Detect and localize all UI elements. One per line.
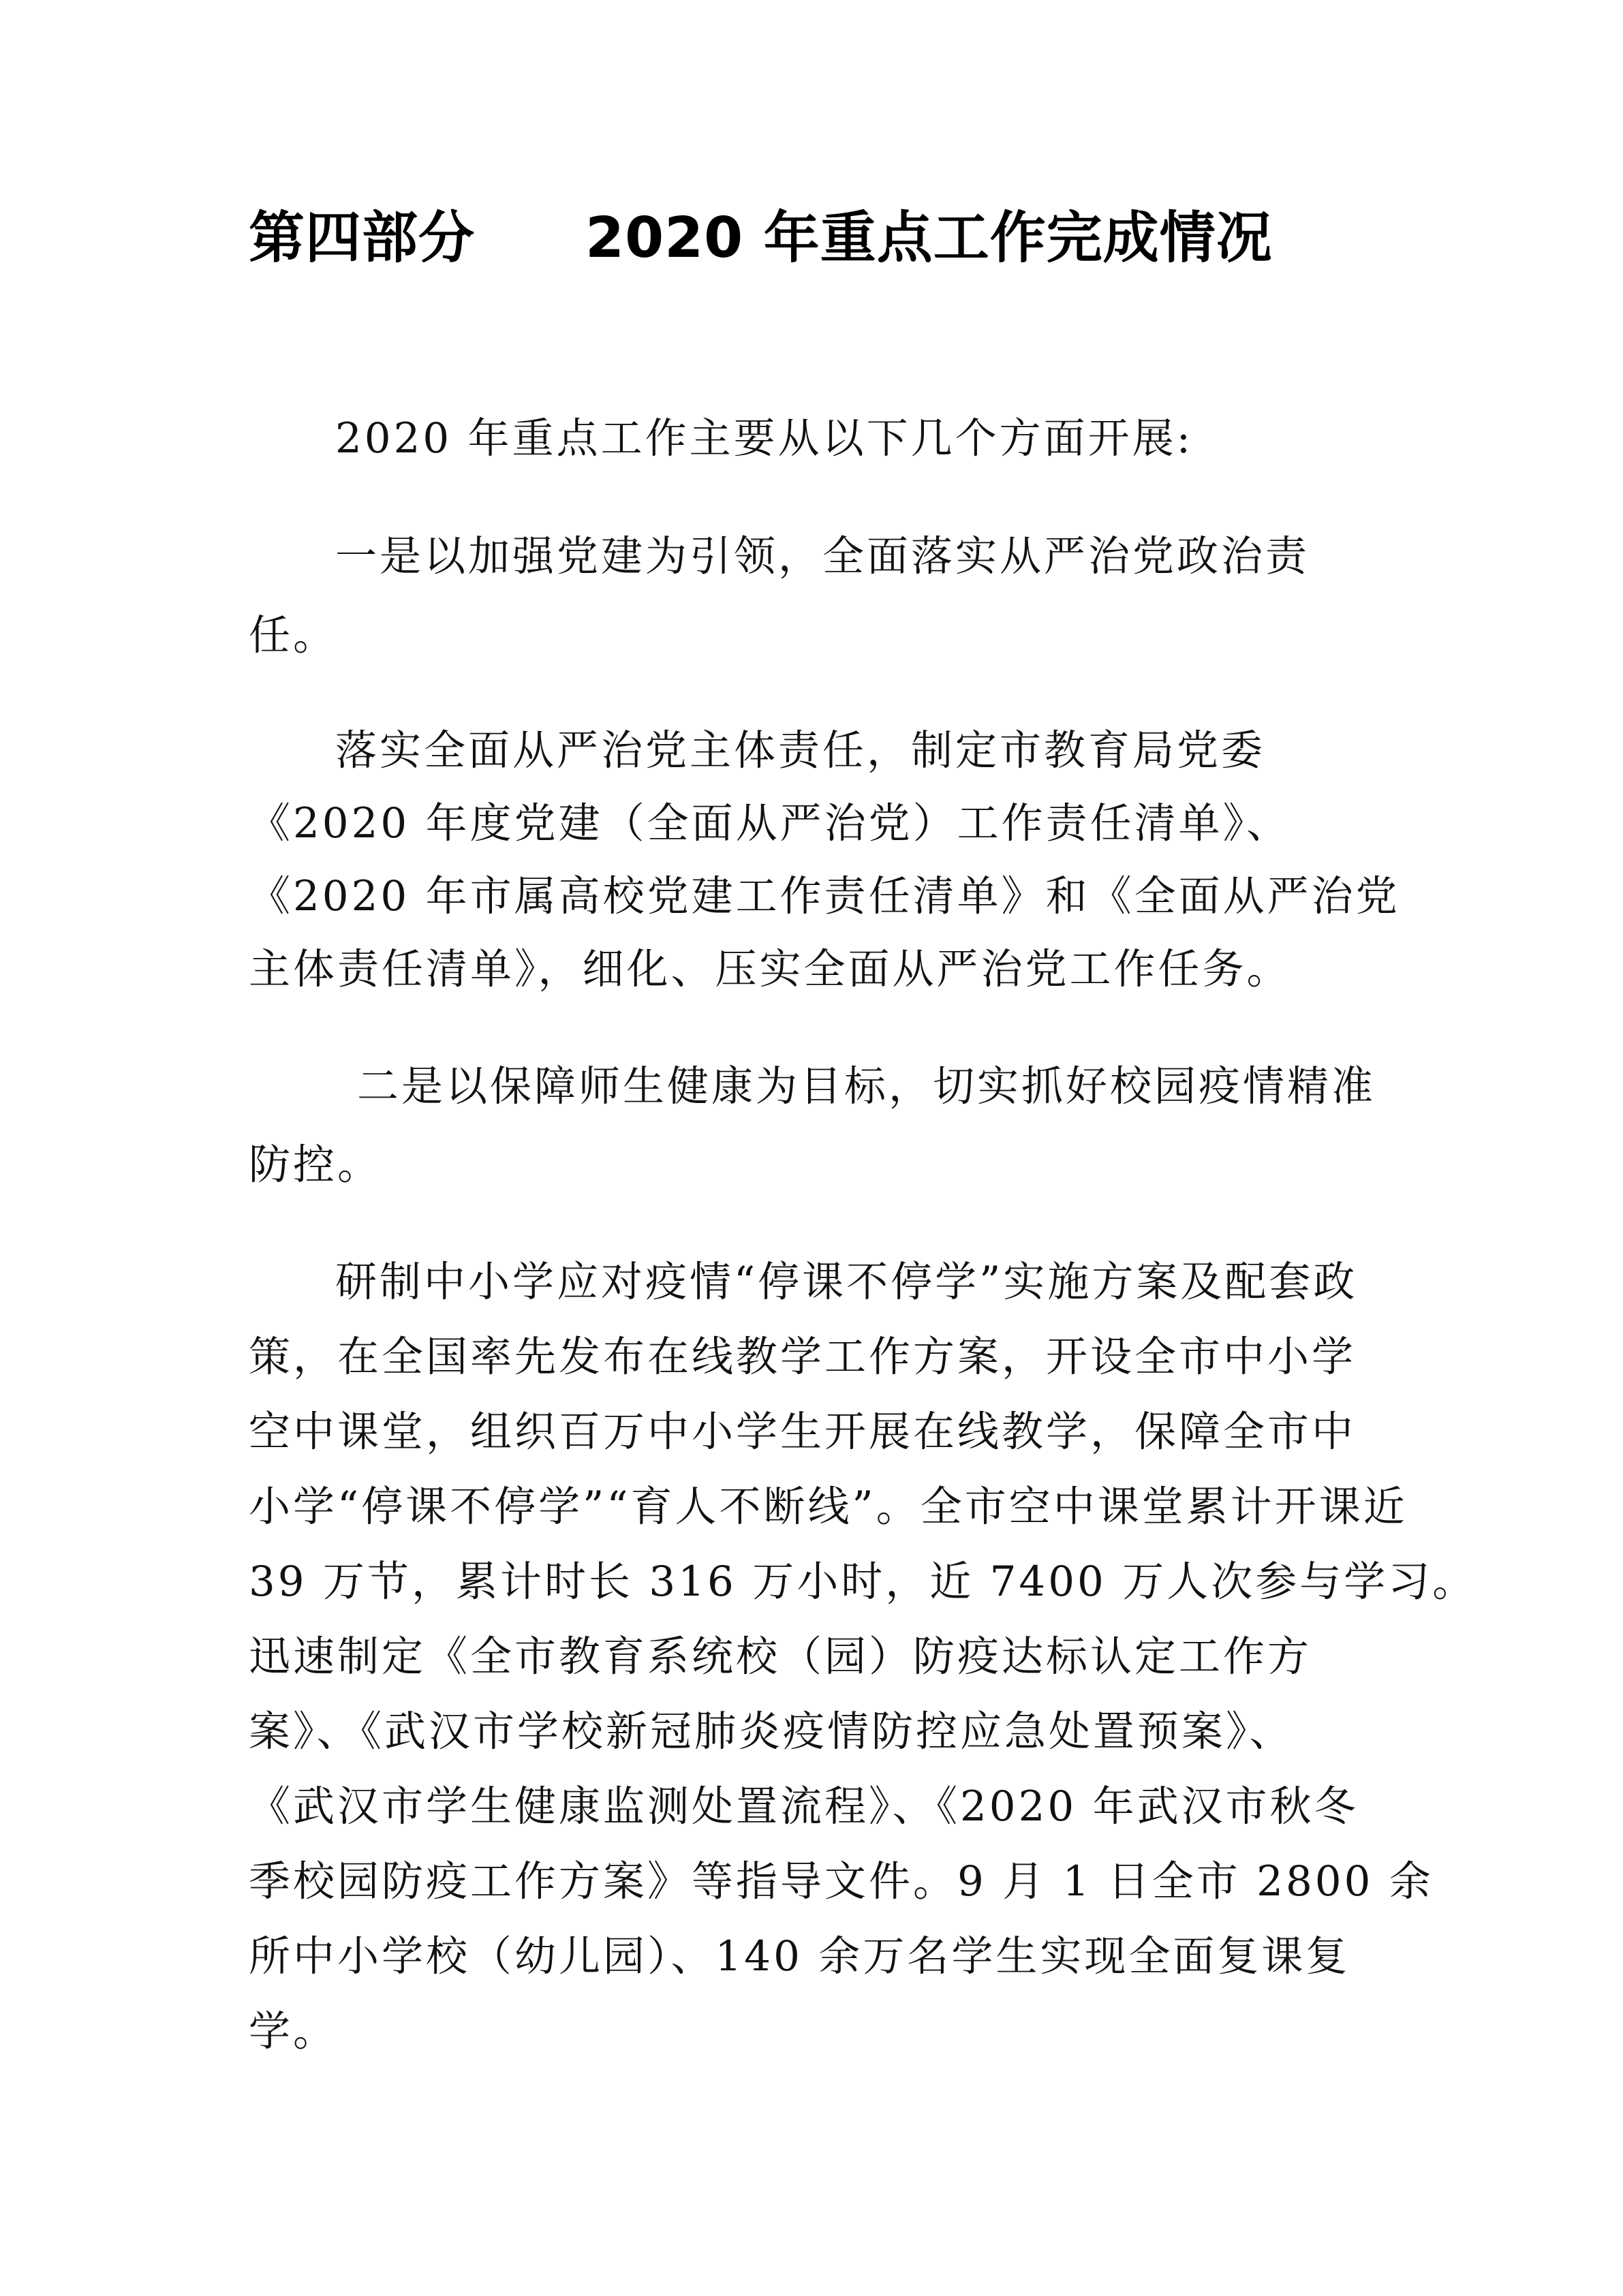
section-heading [249, 198, 1273, 279]
body-line: 研制中小学应对疫情“停课不停学”实施方案及配套政 [335, 1258, 1358, 1306]
body-line: 学。 [249, 2007, 338, 2055]
section-part-label: 第四部分 [249, 206, 476, 270]
body-line: 案》、《武汉市学校新冠肺炎疫情防控应急处置预案》、 [249, 1707, 1294, 1756]
body-line: 落实全面从严治党主体责任，制定市教育局党委 [335, 726, 1266, 775]
body-line: 所中小学校（幼儿园）、140 余万名学生实现全面复课复 [249, 1932, 1350, 1981]
body-line: 迅速制定《全市教育系统校（园）防疫达标认定工作方 [249, 1632, 1312, 1681]
body-line: 《2020 年市属高校党建工作责任清单》和《全面从严治党 [249, 872, 1400, 920]
body-line: 一是以加强党建为引领，全面落实从严治党政治责 [335, 532, 1310, 580]
body-line: 主体责任清单》，细化、压实全面从严治党工作任务。 [249, 945, 1291, 993]
section-title: 2020 年重点工作完成情况 [585, 206, 1273, 270]
body-line: 二是以保障师生健康为目标，切实抓好校园疫情精准 [357, 1062, 1376, 1111]
body-line: 2020 年重点工作主要从以下几个方面开展: [335, 414, 1194, 463]
body-line: 任。 [249, 611, 338, 660]
body-line: 《武汉市学生健康监测处置流程》、《2020 年武汉市秋冬 [249, 1782, 1359, 1831]
body-line: 《2020 年度党建（全面从严治党）工作责任清单》、 [249, 799, 1291, 848]
body-line: 空中课堂，组织百万中小学生开展在线教学，保障全市中 [249, 1408, 1357, 1456]
body-line: 39 万节，累计时长 316 万小时，近 7400 万人次参与学习。 [249, 1557, 1477, 1606]
body-line: 策，在全国率先发布在线教学工作方案，开设全市中小学 [249, 1333, 1357, 1381]
body-line: 防控。 [249, 1141, 382, 1189]
body-line: 小学“停课不停学”“育人不断线”。全市空中课堂累计开课近 [249, 1483, 1408, 1531]
body-line: 季校园防疫工作方案》等指导文件。9 月 1 日全市 2800 余 [249, 1857, 1434, 1906]
